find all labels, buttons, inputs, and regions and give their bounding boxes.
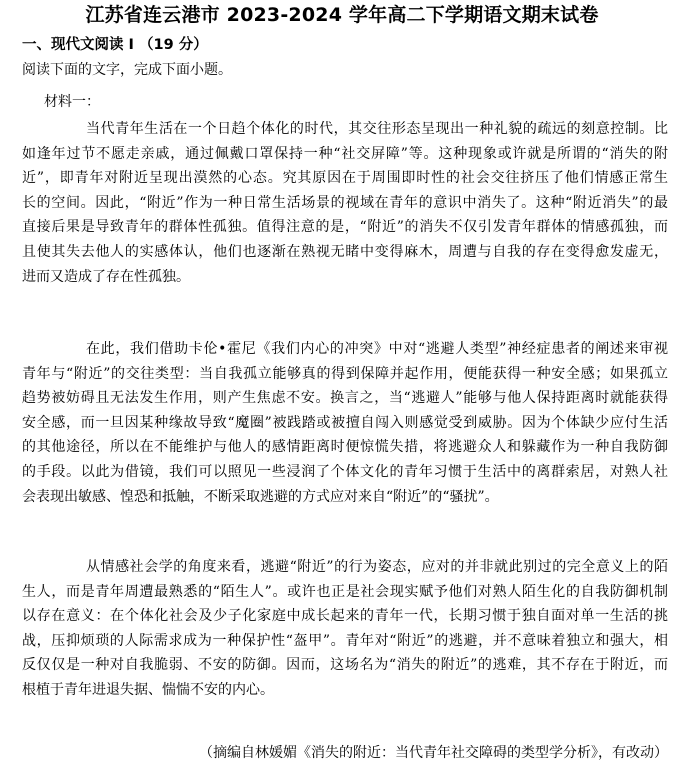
paragraph-1 <box>22 117 668 289</box>
material-label: 材料一： <box>44 94 100 110</box>
paragraph-line: 青年与“附近”的交往类型：当自我孤立能够真的得到保障并起作用，便能获得一种安全感；如果孤立 <box>22 365 668 382</box>
paragraph-line: 且使其失去他人的实感体认，他们也逐渐在熟视无睹中变得麻木，周遭与自我的存在变得愈发虚无， <box>22 243 668 260</box>
source-citation: （摘编自林媛媚《消失的附近：当代青年社交障碍的类型学分析》，有改动） <box>199 745 668 761</box>
exam-title: 江苏省连云港市 2023-2024 学年高二下学期语文期末试卷 <box>85 4 599 26</box>
paragraph-line: 反仅仅是一种对自我脆弱、不安的防御。因而，这场名为“消失的附近”的逃难，其不存在于附近，而 <box>22 657 668 674</box>
paragraph-line: 在此，我们借助卡伦•霍尼《我们内心的冲突》中对“逃避人类型”神经症患者的阐述来审视 <box>86 341 668 357</box>
paragraph-2 <box>22 337 668 509</box>
paragraph-line: 当代青年生活在一个日趋个体化的时代，其交往形态呈现出一种礼貌的疏远的刻意控制。比 <box>86 121 668 137</box>
paragraph-3 <box>22 555 668 703</box>
paragraph-line: 的其他途径，所以在不能维护与他人的感情距离时便惊慌失措，将逃避众人和躲藏作为一种自我防御 <box>22 439 668 456</box>
paragraph-line: 的手段。以此为借镜，我们可以照见一些浸润了个体文化的青年习惯于生活中的离群索居，对熟人社 <box>22 463 668 480</box>
paragraph-line: 直接后果是导致青年的群体性孤独。值得注意的是，“附近”的消失不仅引发青年群体的情感孤独，而 <box>22 219 668 236</box>
paragraph-line: 长的空间。因此，“附近”作为一种日常生活场景的视域在青年的意识中消失了。这种“附近消失”的最 <box>22 194 668 211</box>
paragraph-line: 近”，即青年对附近呈现出漠然的心态。究其原因在于周围即时性的社会交往挤压了他们情感正常生 <box>22 170 668 187</box>
paragraph-line: 从情感社会学的角度来看，逃避“附近”的行为姿态，应对的并非就此别过的完全意义上的陌 <box>86 559 668 575</box>
paragraph-line: 战，压抑烦琐的人际需求成为一种保护性“盔甲”。青年对“附近”的逃避，并不意味着独立和强大，相 <box>22 632 668 649</box>
instruction-text: 阅读下面的文字，完成下面小题。 <box>22 62 232 78</box>
paragraph-line: 会表现出敏感、惶恐和抵触，不断采取逃避的方式应对来自“附近”的“骚扰”。 <box>22 488 499 505</box>
paragraph-line: 进而又造成了存在性孤独。 <box>22 268 190 285</box>
paragraph-line: 以存在意义：在个体化社会及少子化家庭中成长起来的青年一代，长期习惯于独自面对单一生活的挑 <box>22 608 668 625</box>
paragraph-line: 根植于青年进退失据、惴惴不安的内心。 <box>22 681 274 698</box>
paragraph-line: 安全感，而一旦因某种缘故导致“魔圈”被践踏或被擅自闯入则感觉受到威胁。因为个体缺少应付生活 <box>22 414 668 431</box>
paragraph-line: 生人，而是青年周遭最熟悉的“陌生人”。或许也正是社会现实赋予他们对熟人陌生化的自我防御机制 <box>22 583 668 600</box>
paragraph-line: 如逢年过节不愿走亲戚，通过佩戴口罩保持一种“社交屏障”等。这种现象或许就是所谓的“消失的附 <box>22 145 668 162</box>
paragraph-line: 趋势被妨碍且无法发生作用，则产生焦虑不安。换言之，当“逃避人”能够与他人保持距离时就能获得 <box>22 390 668 407</box>
section-heading: 一、现代文阅读 I （19 分） <box>22 37 208 53</box>
